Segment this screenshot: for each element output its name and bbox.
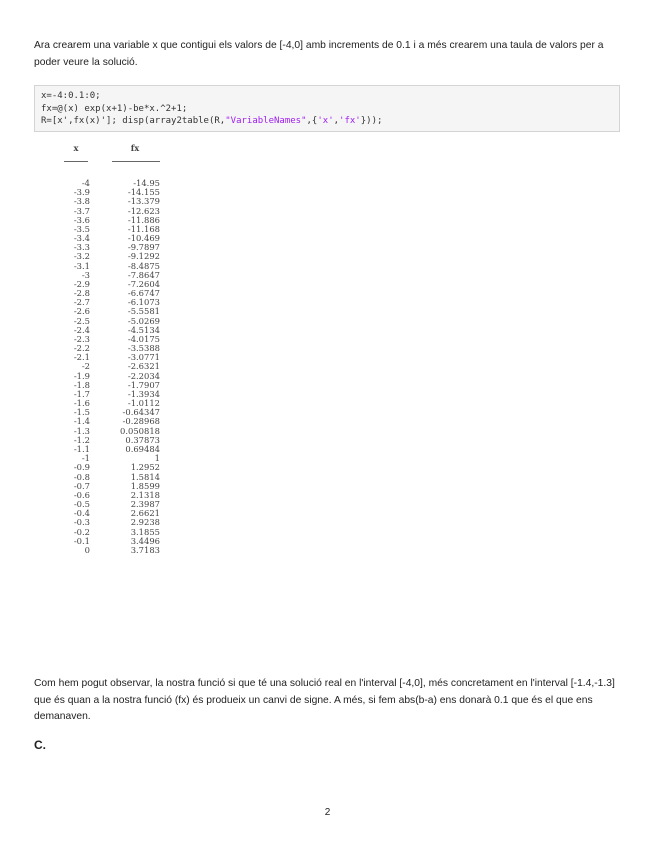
code-string-fx: 'fx'	[339, 116, 361, 126]
cell-x: -0.1	[73, 535, 90, 546]
cell-fx: -7.2604	[127, 278, 160, 289]
cell-fx: 1.8599	[130, 480, 160, 491]
conclusion-paragraph: Com hem pogut observar, la nostra funció si que té una solució real en l'interval [-4,0], més concretament en l'interval [-1.4,-1.3] que és quan a la nostra funció (fx) és produeix un canvi de signe. A més, si fem abs(b-a) ens donarà 0.1 que és el que ens demanaven.	[34, 678, 615, 722]
cell-fx: -7.8647	[127, 269, 160, 280]
cell-x: -3.9	[73, 187, 90, 198]
cell-x: -1.1	[73, 443, 90, 454]
cell-fx: 2.9238	[130, 517, 160, 528]
code-block	[34, 85, 620, 132]
cell-fx: 0.37873	[125, 434, 160, 445]
code-line-3-brace: ,{	[306, 116, 318, 126]
cell-fx: -0.28968	[122, 416, 160, 427]
cell-fx: 1	[154, 453, 160, 464]
cell-x: -3.3	[73, 242, 90, 253]
cell-fx: -6.6747	[127, 288, 160, 299]
code-string-variablenames: "VariableNames"	[225, 116, 307, 126]
intro-paragraph: Ara crearem una variable x que contigui els valors de [-4,0] amb increments de 0.1 i a més crearem una taula de valors per a poder veure la solució.	[34, 40, 604, 68]
cell-fx: -11.168	[127, 223, 160, 234]
page-number: 2	[324, 807, 331, 818]
cell-fx: -2.2034	[127, 370, 160, 381]
cell-fx: 3.1855	[130, 526, 160, 537]
cell-fx: -6.1073	[127, 297, 160, 308]
cell-fx: 3.7183	[130, 544, 160, 555]
cell-fx: -14.155	[127, 187, 160, 198]
cell-fx: 3.4496	[130, 535, 160, 546]
cell-fx: 2.6621	[130, 508, 160, 519]
cell-x: -0.7	[73, 480, 90, 491]
cell-x: -0.5	[73, 499, 90, 510]
cell-fx: 0.050818	[120, 425, 160, 436]
cell-x: -1.6	[73, 398, 90, 409]
section-heading: C.	[34, 738, 46, 752]
code-line-1: x=-4:0.1:0;	[41, 91, 101, 101]
cell-x: -0.9	[73, 462, 90, 473]
cell-x: -3.1	[73, 260, 90, 271]
cell-x: -1.3	[73, 425, 90, 436]
cell-x: -3.5	[73, 223, 90, 234]
cell-fx: 2.1318	[130, 489, 160, 500]
cell-x: -3.8	[73, 196, 90, 207]
cell-x: -3.7	[73, 205, 90, 216]
cell-x: -1.2	[73, 434, 90, 445]
code-line-3-comma: ,	[333, 116, 340, 126]
cell-fx: -14.95	[133, 178, 160, 188]
cell-x: -0.6	[73, 489, 90, 500]
cell-x: -2.3	[73, 333, 90, 344]
cell-fx: -3.0771	[127, 352, 160, 363]
cell-fx: -0.64347	[122, 407, 160, 418]
cell-fx: -1.0112	[127, 398, 160, 409]
cell-x: -2.6	[73, 306, 90, 317]
cell-x: -1.9	[73, 370, 90, 381]
cell-x: -2.8	[73, 288, 90, 299]
cell-fx: -11.886	[127, 214, 160, 225]
cell-fx: 0.69484	[125, 443, 160, 454]
cell-x: -2.7	[73, 297, 90, 308]
cell-fx: -9.7897	[127, 242, 160, 253]
cell-x: -1	[81, 453, 90, 464]
cell-fx: -1.3934	[127, 388, 160, 399]
cell-x: -2	[81, 361, 90, 372]
cell-fx: -1.7907	[127, 379, 160, 390]
cell-x: -3.2	[73, 251, 90, 262]
cell-fx: -8.4875	[127, 260, 160, 271]
cell-fx: -12.623	[127, 205, 160, 216]
cell-x: -0.4	[73, 508, 90, 519]
cell-x: -2.5	[73, 315, 90, 326]
cell-x: -0.3	[73, 517, 90, 528]
cell-fx: -2.6321	[127, 361, 160, 372]
cell-fx: 1.2952	[130, 462, 160, 473]
column-header-fx: fx	[130, 143, 140, 153]
cell-fx: -9.1292	[127, 251, 160, 262]
cell-fx: 2.3987	[130, 499, 160, 510]
code-line-3	[41, 115, 613, 128]
cell-x: -1.5	[73, 407, 90, 418]
cell-x: -2.1	[73, 352, 90, 363]
cell-fx: -5.0269	[127, 315, 160, 326]
header-underline-x	[64, 161, 88, 162]
cell-fx: 1.5814	[130, 471, 160, 482]
cell-fx: -4.5134	[127, 324, 160, 335]
code-line-2: fx=@(x) exp(x+1)-be*x.^2+1;	[41, 103, 188, 114]
code-line-3-end: }));	[360, 116, 383, 126]
cell-x: 0	[84, 544, 90, 555]
cell-x: -1.7	[73, 388, 90, 399]
cell-x: -2.9	[73, 278, 90, 289]
table-row	[56, 445, 166, 454]
cell-x: -0.2	[73, 526, 90, 537]
cell-x: -0.8	[73, 471, 90, 482]
code-string-x: 'x'	[317, 116, 334, 126]
cell-x: -2.4	[73, 324, 90, 335]
table-body	[56, 179, 166, 555]
cell-x: -1.8	[73, 379, 90, 390]
header-underline-fx	[112, 161, 160, 162]
cell-x: -4	[81, 178, 90, 188]
cell-x: -2.2	[73, 343, 90, 354]
column-header-x: x	[73, 143, 79, 153]
cell-x: -3.6	[73, 214, 90, 225]
cell-x: -3.4	[73, 233, 90, 244]
cell-x: -3	[81, 269, 90, 280]
cell-x: -1.4	[73, 416, 90, 427]
cell-fx: -5.5581	[127, 306, 160, 317]
cell-fx: -10.469	[127, 233, 160, 244]
cell-fx: -13.379	[127, 196, 160, 207]
table-row	[56, 546, 166, 555]
cell-fx: -3.5388	[127, 343, 160, 354]
code-line-3-start: R=[x',fx(x)']; disp(array2table(R,	[41, 116, 226, 126]
cell-fx: -4.0175	[127, 333, 160, 344]
